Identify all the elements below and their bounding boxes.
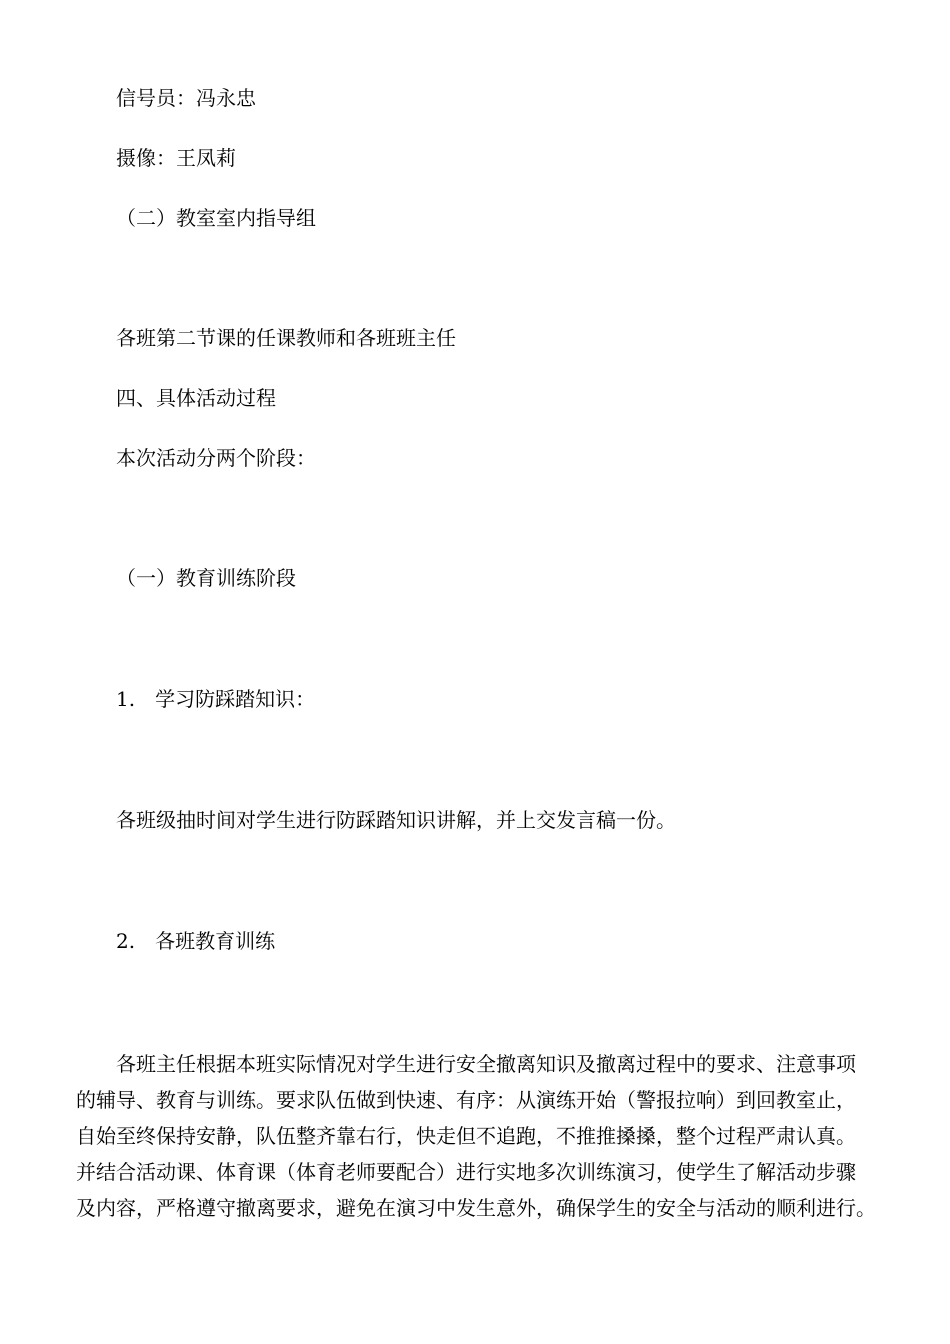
stage-one-heading: （一）教育训练阶段 — [116, 566, 296, 590]
classroom-group-heading: （二）教室室内指导组 — [116, 206, 316, 230]
item2-heading: 2. 各班教育训练 — [116, 929, 276, 953]
two-stages-line: 本次活动分两个阶段： — [116, 446, 316, 470]
teachers-line: 各班第二节课的任课教师和各班班主任 — [116, 326, 456, 350]
paragraph-line: 自始至终保持安静，队伍整齐靠右行，快走但不追跑，不推推搡搡，整个过程严肃认真。 — [76, 1124, 856, 1148]
training-paragraph — [76, 1046, 882, 1226]
item1-body: 各班级抽时间对学生进行防踩踏知识讲解，并上交发言稿一份。 — [116, 808, 676, 832]
paragraph-line: 的辅导、教育与训练。要求队伍做到快速、有序：从演练开始（警报拉响）到回教室止， — [76, 1088, 856, 1112]
section-four-heading: 四、具体活动过程 — [116, 386, 276, 410]
paragraph-line: 各班主任根据本班实际情况对学生进行安全撤离知识及撤离过程中的要求、注意事项 — [116, 1052, 856, 1076]
item1-heading: 1. 学习防踩踏知识： — [116, 687, 316, 711]
signalman-line: 信号员：冯永忠 — [116, 86, 256, 110]
camera-line: 摄像：王凤莉 — [116, 146, 236, 170]
paragraph-line: 并结合活动课、体育课（体育老师要配合）进行实地多次训练演习，使学生了解活动步骤 — [76, 1160, 856, 1184]
paragraph-line: 及内容，严格遵守撤离要求，避免在演习中发生意外，确保学生的安全与活动的顺利进行。 — [76, 1196, 876, 1220]
